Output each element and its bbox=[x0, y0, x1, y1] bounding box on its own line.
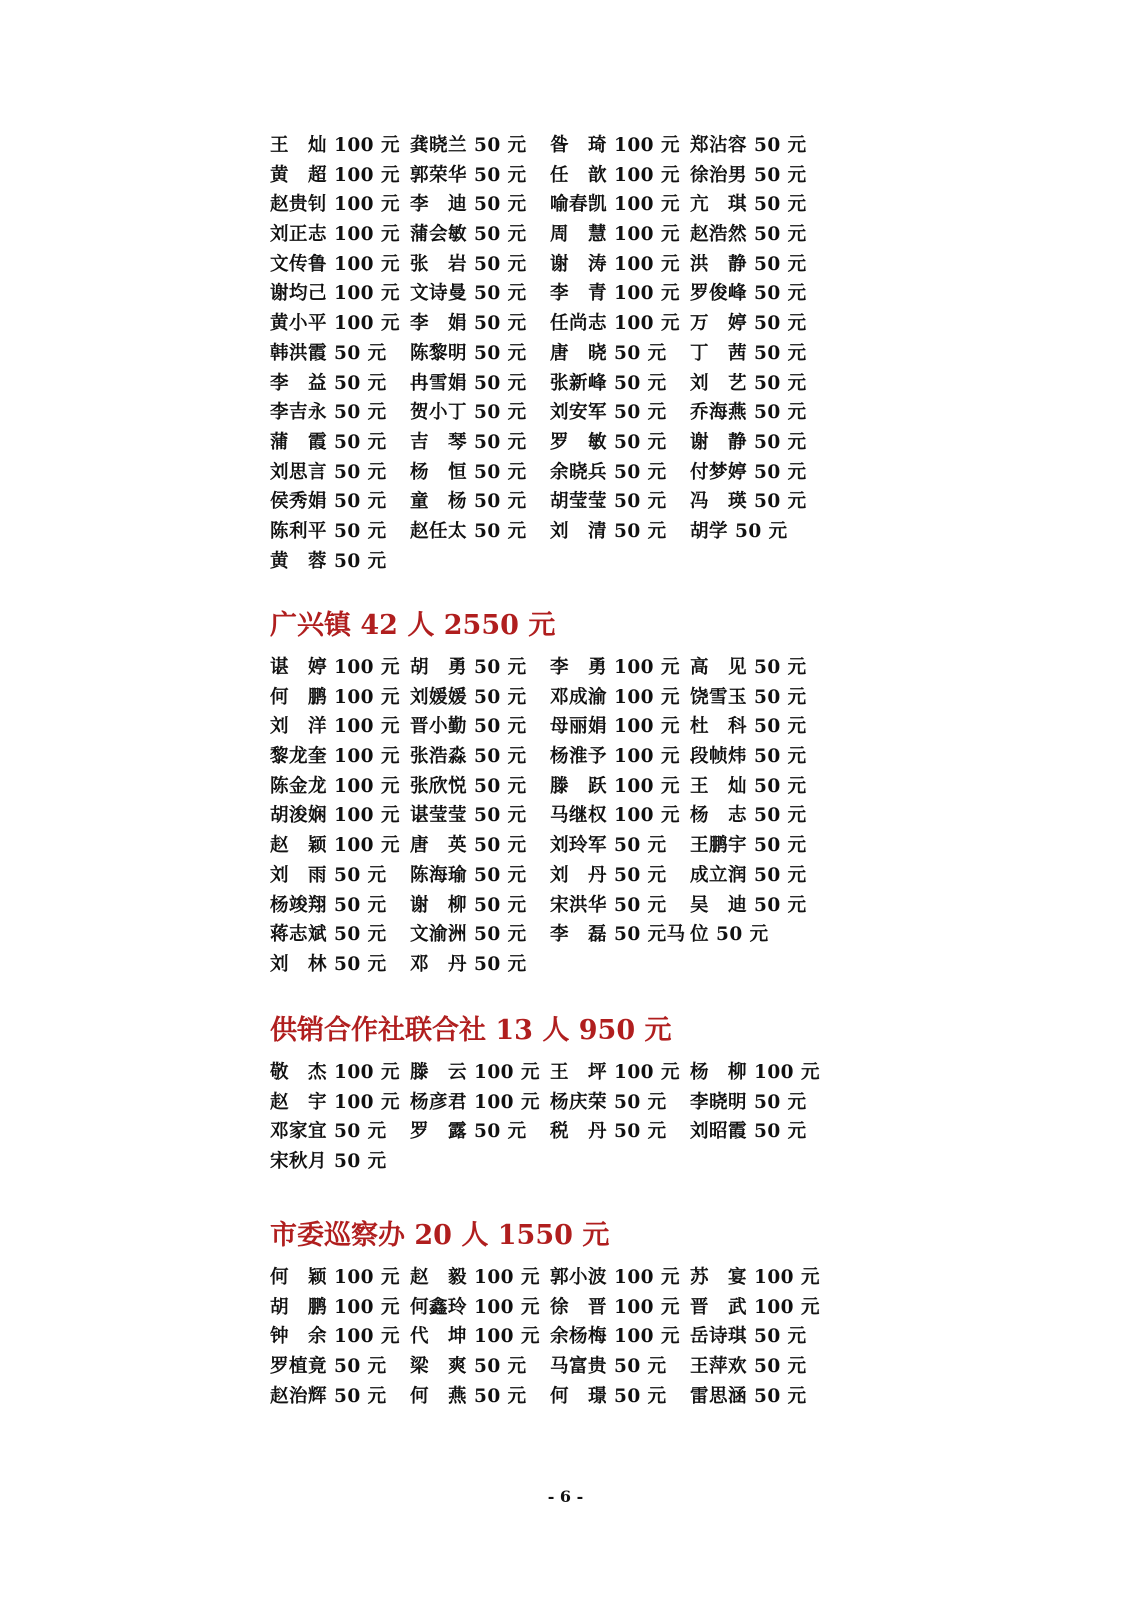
donor-entry: 刘 艺 50 元 bbox=[690, 372, 807, 394]
donor-entry: 洪 静 50 元 bbox=[690, 253, 807, 275]
donor-entry: 万 婷 50 元 bbox=[690, 313, 807, 335]
donor-entry: 李 迪 50 元 bbox=[410, 194, 527, 216]
donor-entry: 杨 恒 50 元 bbox=[410, 461, 527, 483]
donor-entry: 段帧炜 50 元 bbox=[690, 746, 807, 768]
donor-entry: 刘媛媛 50 元 bbox=[410, 686, 527, 708]
donor-row bbox=[270, 653, 830, 683]
donor-entry: 岳诗琪 50 元 bbox=[690, 1326, 807, 1348]
donor-entry: 吉 琴 50 元 bbox=[410, 431, 527, 453]
donor-entry: 滕 跃 100 元 bbox=[550, 775, 680, 797]
donor-entry: 刘 清 50 元 bbox=[550, 520, 667, 542]
donor-row bbox=[270, 517, 830, 547]
donor-entry: 亢 琪 50 元 bbox=[690, 194, 807, 216]
donor-row bbox=[270, 712, 830, 742]
donor-row bbox=[270, 1263, 830, 1293]
donor-entry: 晋小勤 50 元 bbox=[410, 716, 527, 738]
donor-entry: 张浩淼 50 元 bbox=[410, 746, 527, 768]
donor-entry: 唐 英 50 元 bbox=[410, 835, 527, 857]
donor-row bbox=[270, 220, 830, 250]
donor-section-guangxing bbox=[270, 608, 830, 980]
donor-entry: 滕 云 100 元 bbox=[410, 1062, 540, 1083]
donor-entry: 丁 茜 50 元 bbox=[690, 342, 807, 364]
donor-entry: 谌莹莹 50 元 bbox=[410, 805, 527, 827]
donor-row bbox=[270, 831, 830, 861]
donor-row bbox=[270, 950, 830, 980]
donor-entry: 李 磊 50 元马 bbox=[550, 924, 686, 946]
donor-entry: 罗 露 50 元 bbox=[410, 1121, 527, 1143]
donor-entry: 王萍欢 50 元 bbox=[690, 1356, 807, 1378]
donor-entry: 谢 涛 100 元 bbox=[550, 253, 680, 275]
donor-entry: 谢 静 50 元 bbox=[690, 431, 807, 453]
donor-entry: 何 燕 50 元 bbox=[410, 1385, 527, 1407]
donor-entry: 位 50 元 bbox=[690, 924, 769, 946]
donor-entry: 王 灿 100 元 bbox=[270, 135, 400, 156]
donor-entry: 吴 迪 50 元 bbox=[690, 894, 807, 916]
donor-entry: 刘 洋 100 元 bbox=[270, 716, 400, 738]
donor-entry: 陈海瑜 50 元 bbox=[410, 864, 527, 886]
donor-entry: 杨 志 50 元 bbox=[690, 805, 807, 827]
donor-entry: 黄 超 100 元 bbox=[270, 164, 400, 186]
donor-entry: 文传鲁 100 元 bbox=[270, 253, 400, 275]
donor-entry: 李 娟 50 元 bbox=[410, 313, 527, 335]
donor-section-inspection-office bbox=[270, 1218, 830, 1411]
donor-entry: 晋 武 100 元 bbox=[690, 1296, 820, 1318]
donor-entry: 张 岩 50 元 bbox=[410, 253, 527, 275]
donor-entry: 赵浩然 50 元 bbox=[690, 224, 807, 246]
donor-row bbox=[270, 369, 830, 399]
donor-grid bbox=[270, 653, 830, 980]
donor-entry: 胡浚娴 100 元 bbox=[270, 805, 400, 827]
donor-entry: 王 坪 100 元 bbox=[550, 1062, 680, 1083]
donor-row bbox=[270, 1293, 830, 1323]
donor-row bbox=[270, 801, 830, 831]
donor-entry: 胡莹莹 50 元 bbox=[550, 491, 667, 513]
donor-row bbox=[270, 1088, 830, 1118]
donor-entry: 胡学 50 元 bbox=[690, 520, 788, 542]
donor-entry: 杨淮予 100 元 bbox=[550, 746, 680, 768]
donor-entry: 代 坤 100 元 bbox=[410, 1326, 540, 1348]
donor-row bbox=[270, 250, 830, 280]
donor-entry: 罗 敏 50 元 bbox=[550, 431, 667, 453]
donor-entry: 王鹏宇 50 元 bbox=[690, 835, 807, 857]
donor-row bbox=[270, 161, 830, 191]
donor-section-supply-coop bbox=[270, 1013, 830, 1177]
donor-entry: 赵 宇 100 元 bbox=[270, 1091, 400, 1113]
donor-entry: 李晓明 50 元 bbox=[690, 1091, 807, 1113]
donor-row bbox=[270, 1147, 830, 1177]
donor-row bbox=[270, 339, 830, 369]
donor-entry: 赵 毅 100 元 bbox=[410, 1267, 540, 1288]
donor-entry: 雷思涵 50 元 bbox=[690, 1385, 807, 1407]
page-number: - 6 - bbox=[547, 1487, 584, 1506]
donor-entry: 蒲会敏 50 元 bbox=[410, 224, 527, 246]
donor-entry: 刘 林 50 元 bbox=[270, 953, 387, 975]
donor-entry: 何 颖 100 元 bbox=[270, 1267, 400, 1288]
donor-entry: 马继权 100 元 bbox=[550, 805, 680, 827]
donor-entry: 任尚志 100 元 bbox=[550, 313, 680, 335]
donor-entry: 宋秋月 50 元 bbox=[270, 1151, 387, 1173]
donor-row bbox=[270, 1322, 830, 1352]
donor-row bbox=[270, 1117, 830, 1147]
donor-entry: 周 慧 100 元 bbox=[550, 224, 680, 246]
donor-entry: 杨 柳 100 元 bbox=[690, 1062, 820, 1083]
donor-entry: 李 益 50 元 bbox=[270, 372, 387, 394]
donor-row bbox=[270, 487, 830, 517]
donor-entry: 乔海燕 50 元 bbox=[690, 402, 807, 424]
donor-entry: 文渝洲 50 元 bbox=[410, 924, 527, 946]
donor-entry: 黎龙奎 100 元 bbox=[270, 746, 400, 768]
donor-entry: 何鑫玲 100 元 bbox=[410, 1296, 540, 1318]
donor-entry: 钟 余 100 元 bbox=[270, 1326, 400, 1348]
donor-section-top bbox=[270, 131, 830, 576]
donor-entry: 任 歆 100 元 bbox=[550, 164, 680, 186]
donor-entry: 谢 柳 50 元 bbox=[410, 894, 527, 916]
donor-entry: 赵治辉 50 元 bbox=[270, 1385, 387, 1407]
donor-grid bbox=[270, 1263, 830, 1411]
donor-entry: 郭小波 100 元 bbox=[550, 1267, 680, 1288]
donor-entry: 邓 丹 50 元 bbox=[410, 953, 527, 975]
donor-row bbox=[270, 398, 830, 428]
donor-entry: 赵任太 50 元 bbox=[410, 520, 527, 542]
donor-row bbox=[270, 1352, 830, 1382]
donor-entry: 唐 晓 50 元 bbox=[550, 342, 667, 364]
donor-row bbox=[270, 742, 830, 772]
donor-entry: 宋洪华 50 元 bbox=[550, 894, 667, 916]
donor-entry: 高 见 50 元 bbox=[690, 657, 807, 678]
donor-row bbox=[270, 891, 830, 921]
section-heading: 广兴镇 42 人 2550 元 bbox=[270, 610, 556, 641]
donor-entry: 成立润 50 元 bbox=[690, 864, 807, 886]
donor-entry: 刘 雨 50 元 bbox=[270, 864, 387, 886]
donor-grid bbox=[270, 1058, 830, 1177]
donor-entry: 杜 科 50 元 bbox=[690, 716, 807, 738]
donor-entry: 苏 宴 100 元 bbox=[690, 1267, 820, 1288]
donor-entry: 赵 颖 100 元 bbox=[270, 835, 400, 857]
donor-row bbox=[270, 279, 830, 309]
donor-entry: 邓家宜 50 元 bbox=[270, 1121, 387, 1143]
donor-entry: 罗植竟 50 元 bbox=[270, 1356, 387, 1378]
donor-entry: 冯 瑛 50 元 bbox=[690, 491, 807, 513]
donor-row bbox=[270, 772, 830, 802]
donor-entry: 童 杨 50 元 bbox=[410, 491, 527, 513]
donor-entry: 谢均己 100 元 bbox=[270, 283, 400, 305]
donor-entry: 黄小平 100 元 bbox=[270, 313, 400, 335]
donor-entry: 李 勇 100 元 bbox=[550, 657, 680, 678]
donor-row bbox=[270, 309, 830, 339]
donor-entry: 赵贵钊 100 元 bbox=[270, 194, 400, 216]
donor-entry: 余晓兵 50 元 bbox=[550, 461, 667, 483]
donor-entry: 胡 勇 50 元 bbox=[410, 657, 527, 678]
donor-entry: 贺小丁 50 元 bbox=[410, 402, 527, 424]
donor-entry: 张新峰 50 元 bbox=[550, 372, 667, 394]
donor-row bbox=[270, 428, 830, 458]
donor-entry: 黄 蓉 50 元 bbox=[270, 550, 387, 572]
donor-entry: 徐 晋 100 元 bbox=[550, 1296, 680, 1318]
donor-grid bbox=[270, 131, 830, 576]
donor-entry: 梁 爽 50 元 bbox=[410, 1356, 527, 1378]
donor-row bbox=[270, 861, 830, 891]
donor-entry: 何 璟 50 元 bbox=[550, 1385, 667, 1407]
donor-row bbox=[270, 458, 830, 488]
donor-entry: 杨竣翔 50 元 bbox=[270, 894, 387, 916]
donor-row bbox=[270, 190, 830, 220]
donor-entry: 张欣悦 50 元 bbox=[410, 775, 527, 797]
donor-entry: 李 青 100 元 bbox=[550, 283, 680, 305]
donor-row bbox=[270, 920, 830, 950]
section-heading: 市委巡察办 20 人 1550 元 bbox=[270, 1220, 610, 1251]
donor-entry: 郑沾容 50 元 bbox=[690, 135, 807, 156]
donor-entry: 刘思言 50 元 bbox=[270, 461, 387, 483]
donor-entry: 罗俊峰 50 元 bbox=[690, 283, 807, 305]
donor-entry: 王 灿 50 元 bbox=[690, 775, 807, 797]
donor-entry: 陈黎明 50 元 bbox=[410, 342, 527, 364]
donor-entry: 冉雪娟 50 元 bbox=[410, 372, 527, 394]
donor-entry: 蒋志斌 50 元 bbox=[270, 924, 387, 946]
donor-entry: 李吉永 50 元 bbox=[270, 402, 387, 424]
donor-row bbox=[270, 1382, 830, 1412]
donor-entry: 文诗曼 50 元 bbox=[410, 283, 527, 305]
donor-entry: 刘玲军 50 元 bbox=[550, 835, 667, 857]
donor-entry: 喻春凯 100 元 bbox=[550, 194, 680, 216]
donor-entry: 余杨梅 100 元 bbox=[550, 1326, 680, 1348]
donor-entry: 邓成渝 100 元 bbox=[550, 686, 680, 708]
donor-entry: 税 丹 50 元 bbox=[550, 1121, 667, 1143]
donor-entry: 刘安军 50 元 bbox=[550, 402, 667, 424]
donor-entry: 胡 鹏 100 元 bbox=[270, 1296, 400, 1318]
donor-entry: 陈利平 50 元 bbox=[270, 520, 387, 542]
donor-entry: 付梦婷 50 元 bbox=[690, 461, 807, 483]
donor-entry: 马富贵 50 元 bbox=[550, 1356, 667, 1378]
donor-row bbox=[270, 1058, 830, 1088]
section-heading: 供销合作社联合社 13 人 950 元 bbox=[270, 1015, 672, 1046]
donor-entry: 谌 婷 100 元 bbox=[270, 657, 400, 678]
donor-entry: 侯秀娟 50 元 bbox=[270, 491, 387, 513]
donor-entry: 何 鹏 100 元 bbox=[270, 686, 400, 708]
donor-entry: 刘昭霞 50 元 bbox=[690, 1121, 807, 1143]
donor-row bbox=[270, 547, 830, 577]
donor-entry: 母丽娟 100 元 bbox=[550, 716, 680, 738]
donor-entry: 刘正志 100 元 bbox=[270, 224, 400, 246]
donor-entry: 蒲 霞 50 元 bbox=[270, 431, 387, 453]
donor-entry: 刘 丹 50 元 bbox=[550, 864, 667, 886]
donor-row bbox=[270, 131, 830, 161]
donor-entry: 陈金龙 100 元 bbox=[270, 775, 400, 797]
donor-entry: 昝 琦 100 元 bbox=[550, 135, 680, 156]
donor-entry: 饶雪玉 50 元 bbox=[690, 686, 807, 708]
donor-entry: 敬 杰 100 元 bbox=[270, 1062, 400, 1083]
donor-row bbox=[270, 683, 830, 713]
donor-entry: 杨彦君 100 元 bbox=[410, 1091, 540, 1113]
donor-entry: 郭荣华 50 元 bbox=[410, 164, 527, 186]
donor-entry: 韩洪霞 50 元 bbox=[270, 342, 387, 364]
donor-entry: 徐治男 50 元 bbox=[690, 164, 807, 186]
donor-entry: 龚晓兰 50 元 bbox=[410, 135, 527, 156]
donor-entry: 杨庆荣 50 元 bbox=[550, 1091, 667, 1113]
